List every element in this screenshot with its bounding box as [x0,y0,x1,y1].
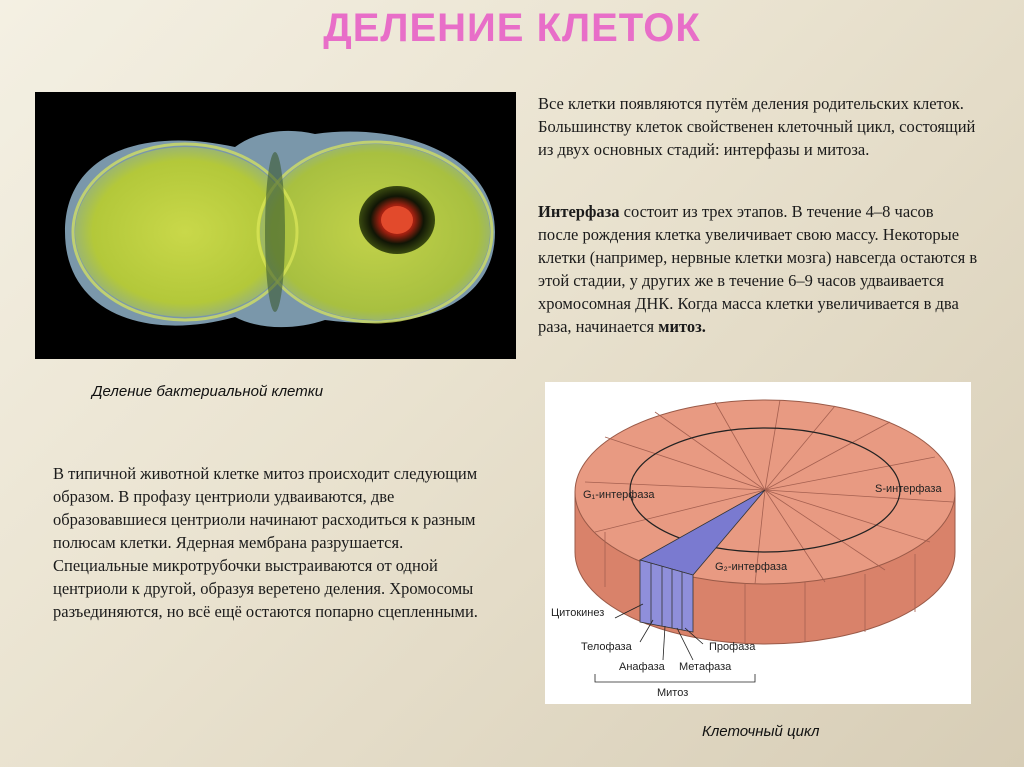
bacterial-caption: Деление бактериальной клетки [92,383,324,400]
interphase-body: состоит из трех этапов. В течение 4–8 часов после рождения клетка увеличивает свою массу. Некоторые клетки (например, нервные клетки мозга) навсегда остаются в этой стадии, у других же в течение 6–9 часов удваивается хромосомная ДНК. Когда масса клетки увеличивается в два раза, начинается [538,202,978,336]
cell-cycle-diagram [545,382,971,704]
metaphase-label: Метафаза [679,661,732,673]
mitosis-term: митоз. [658,317,706,336]
mitosis-label: Митоз [657,687,689,699]
telophase-label: Телофаза [581,641,632,653]
interphase-term: Интерфаза [538,202,620,221]
g1-label: G₁-интерфаза [583,489,655,501]
cytokinesis-label: Цитокинез [551,607,605,619]
intro-paragraph: Все клетки появляются путём деления родительских клеток. Большинству клеток свойственен клеточный цикл, состоящий из двух основных стадий: интерфазы и митоза. [538,94,976,159]
bacterial-cell-image [35,92,516,359]
cycle-caption: Клеточный цикл [702,723,820,740]
g2-label: G₂-интерфаза [715,561,788,573]
interphase-paragraph [538,200,978,338]
prophase-label: Профаза [709,641,756,653]
page-title: ДЕЛЕНИЕ КЛЕТОК [323,6,701,50]
mitosis-paragraph: В типичной животной клетке митоз происходит следующим образом. В профазу центриоли удваиваются, две образовавшиеся центриоли начинают расходиться к разным полюсам клетки. Ядерная мембрана разрушается. Специальные микротрубочки выстраиваются от одной центриоли к другой, образуя веретено деления. Хромосомы разъединяются, но всё ещё остаются попарно сцепленными. [53,464,478,621]
anaphase-label: Анафаза [619,661,665,673]
s-label: S-интерфаза [875,483,942,495]
